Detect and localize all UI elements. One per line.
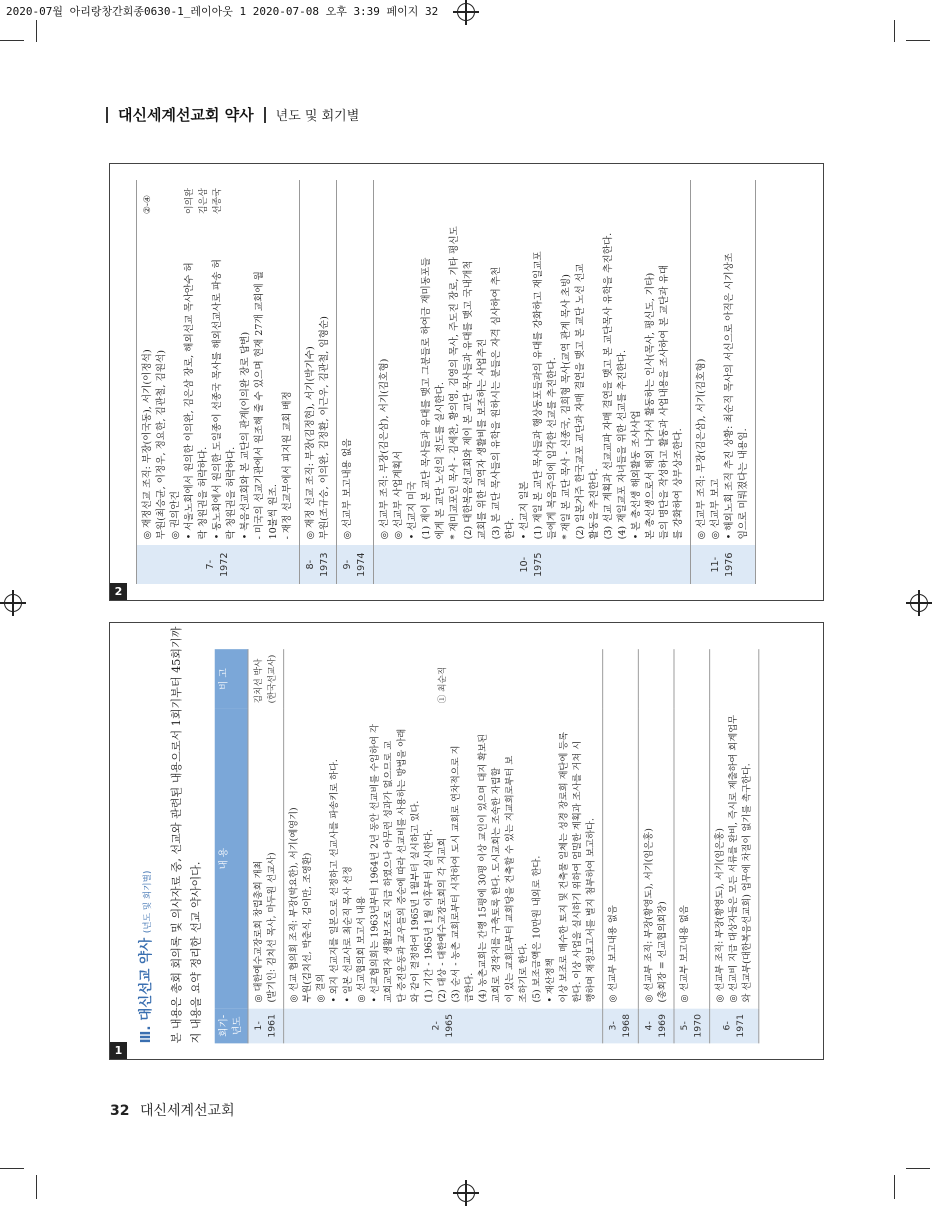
content-line: 한다. 이상 사업을 실시하기 위하여 엄밀한 계획과 조사를 거쳐 시 [572,740,583,1003]
note-line [382,655,395,704]
intro-line: 지 내용을 요약 정리한 선교 약사이다. [188,861,203,1044]
content-line: • 동노회에서 원의한 도일종이 선종국 목사를 해외선교사로 파송 허 [212,259,223,540]
content-line: • 복음선교회와 본 교단의 관계(이의완 장로 답변) [240,331,251,540]
row-content [248,709,284,1008]
note-line [288,655,301,704]
content-line: (3) 본 교단 목사들의 유학을 원하시는 분들은 자격 심사하여 추천 [491,266,502,540]
header-title: 대신세계선교회 약사 [118,106,254,124]
content-line: • 외지 선교지를 일본으로 선정하고 선교사를 파송키로 하다. [329,759,341,1003]
content-line: • 해외노회 조직 추진 상황: 최순직 목사의 서신으로 아직은 시기상조 [724,252,735,540]
table-row [674,649,710,1043]
content-line: ◎ 대한예수교장로회 창립총회 개최 [253,860,264,1003]
table-row [337,180,374,584]
content-line: ◎ 선교부 보고내용 없음 [607,905,619,1003]
note-line: 김치선 박사 [254,658,264,704]
content-line: • 본 총선생 해외활동 조사사업 [631,410,642,540]
row-content [284,709,603,1008]
table-row [300,180,337,584]
row-year: 1-1961 [248,1008,284,1043]
row-note [691,180,756,220]
crop-mark [0,1168,24,1169]
content-line: (총회장 = 선교협의회장) [657,901,668,1003]
content-line: ◎ 선교부 보고내용 없음 [342,438,353,540]
row-year: 4-1969 [638,1008,674,1043]
table-row [691,180,756,584]
row-content [374,220,691,545]
content-line: 본 총선생으로서 해외 나가서 활동하는 인사(목사, 평신도, 기타) [645,272,656,540]
row-content [710,709,759,1008]
row-note [137,180,300,220]
note-line [342,655,355,704]
note-line [155,186,169,214]
content-line: 와 선교부(대한복음선교회) 업무에 차질이 없기를 촉구한다. [741,763,753,1003]
row-note [248,649,284,709]
content-line: (발기인: 김치선 목사, 마두원 선교사) [266,852,278,1003]
content-line: (1) 재일 본 교단 목사들과 행상동포들과의 유대를 강화하고 재일교포 [533,251,544,540]
content-line: • 일본 선교사로 최순직 목사 선정 [342,866,354,1003]
content-line: (3) 선교 계획과 선교교파 자매 결연을 맺고 본 교단목사 유학을 추진한다. [603,232,614,540]
note-line [396,655,409,704]
row-note [284,649,603,709]
section-title: Ⅲ. 대신선교 약사 (년도 및 회기별) [138,870,155,1044]
content-line: ◎ 선교부 조직: 부장(황영도), 서기(임은홍) [714,828,726,1003]
content-line: 임으로 미뤄졌다는 내용임. [738,428,749,540]
crop-mark [906,1168,930,1169]
row-note [710,649,759,709]
row-content [638,709,674,1008]
table-row [638,649,674,1043]
registration-mark-left [4,594,22,612]
header-bar [106,107,108,123]
content-line: ◎ 재정 선교 조직: 부장(김정현), 서기(박기수) [305,346,316,540]
registration-mark-top [457,3,475,21]
row-content [137,220,300,545]
content-line: ◎ 선교부 사업계획서 [393,450,404,540]
content-line: 교회교역자 생활보조로 지급 하였으나 아무런 성과가 없으므로 교 [383,740,395,1003]
note-line [328,655,341,704]
crop-mark [36,1175,37,1199]
crop-mark [906,40,930,41]
content-line: 행하며 재정보고서를 별지 첨부하여 보고하다. [585,818,597,1003]
content-line: ◎ 재정선교 조직: 부장(이국동), 서기(이정석) [142,349,153,540]
registration-mark-right [910,594,928,612]
content-line: (1) 제이 본 교단 목사들과 유대를 맺고 그분들로 하여금 재미동포들 [421,257,432,540]
content-line: (1) 기간 - 1965년 1월 이후부터 실시한다. [423,829,435,1003]
crop-mark [894,1175,895,1199]
note-line [169,186,183,214]
content-line: (2) 대상 - 대한예수교장로회의 각 지교회 [437,837,448,1003]
row-content [691,220,756,545]
content-line: (2) 대한복음선교회와 제이 본 교단 목사들과 유대를 맺고 국내개척 [463,260,474,540]
note-line [369,655,382,704]
content-line: 조하기로 한다. [518,943,529,1003]
content-line: ◎ 선교부 보고내용 없음 [679,905,690,1003]
content-line: (4) 재일교포 자녀들을 위한 선교를 추진한다. [617,349,628,540]
content-line: ◎ 선교 협의회 조직: 부장(박요한), 서기(예영기) [288,807,300,1003]
table-row [710,649,759,1043]
content-line: ◎ 선교부 조직: 부장(김은삼), 서기(김호형) [379,358,390,540]
content-line: (5) 보조금액은 10만원 내외로 한다. [531,855,543,1003]
note-line: 김은삼 [199,188,209,215]
note-line [409,655,422,704]
content-line: - 재정 선교부에서 피지원 교회 배정 [282,391,293,540]
page-panel-1 [109,622,824,1060]
running-header [106,104,359,125]
content-line: 이 있는 교회로부터 교회당을 건축할 수 있는 지교회로부터 보 [504,755,516,1003]
content-line: 급한다. [464,972,475,1003]
header-divider [264,107,266,123]
table-row [284,649,603,1043]
content-line: ◎ 선교부 조직: 부장(황영도), 서기(임은홍) [643,828,655,1003]
content-line: 부원(최승균, 이정우, 정요한, 김관철, 김원석) [156,349,167,540]
content-line: 들에게 복음주의에 입각한 선교를 추진한다. [547,357,558,540]
row-note [638,649,674,709]
row-note [603,649,639,709]
content-line: 락 청원권을 허락하다. [198,446,209,540]
note-line: 이의완 [185,188,195,215]
row-content [603,709,639,1008]
row-year: 2-1965 [284,1008,603,1043]
col-header-note: 비 고 [215,649,248,709]
content-line: ◎ 선교부 보고 [710,478,721,540]
rotated-content [128,626,793,1053]
row-year: 3-1968 [603,1008,639,1043]
row-note [674,649,710,709]
crop-mark [894,20,895,42]
content-line: 들의 명단을 작성하고 활동과 사업내용을 조사하여 본 교단과 유대 [659,264,670,540]
content-line: ◎ 선교협의회 보고서 내용 [356,896,368,1003]
row-content [300,220,337,545]
content-line: 활동을 추진한다. [589,468,600,540]
content-line: 이상 보조로 매수한 토지 및 건축물 일체는 성경 장로회 재단에 등록 [558,731,570,1003]
content-line: * 재일 본 교단 목사 - 신종국, 김희형 목사(교역 관계 목사 초빙) [561,274,572,540]
note-line [315,655,328,704]
note-line: ②-④ [143,194,153,215]
history-table-1 [215,649,760,1043]
intro-line: 본 내용은 총회 회의록 및 의사자료 중, 선교와 관련된 내용으로서 1회기부터 45회기까 [169,626,183,1044]
row-content [337,220,374,545]
page-number: 32 [110,1103,130,1119]
content-line: 교회를 위한 교역자 생활비를 보조하는 사업추진 [477,338,488,540]
row-year: 5-1970 [674,1008,710,1043]
row-year: 11-1976 [691,545,756,584]
header-subtitle: 년도 및 회기별 [275,109,360,124]
note-line: 선종국 [213,188,223,215]
col-header-year: 회기-년도 [215,1008,248,1043]
note-line [355,655,368,704]
content-line: (2) 일본거주 한국교포 교단과 자매 결연을 맺고 본 교단 노선 선교 [575,263,586,540]
table-row [248,649,284,1043]
content-line: • 재산정책 [545,958,556,1003]
page-panel-2 [109,163,824,601]
row-year: 8-1973 [300,545,337,584]
content-line: (3) 순서 - 농촌 교회로부터 시작하여 도시 교회로 연차적으로 지 [450,745,462,1003]
crop-mark [36,20,37,42]
print-info-line: 2020-07월 아리랑창간회종0630-1_레이아웃 1 2020-07-08 오후 3:39 페이지 32 [6,5,439,18]
table-row [603,649,639,1043]
intro-text [167,626,206,1044]
col-header-content: 내 용 [215,709,248,1008]
note-line [423,655,436,704]
row-note [300,180,337,220]
content-line: 한다. [505,517,516,540]
row-note [337,180,374,220]
history-table-2 [136,180,756,584]
content-line: 교회로 경작지를 구축토록 한다. 도시교회는 조속한 자립할 [491,767,502,1003]
content-line: 를 강화하여 상부상조한다. [673,428,684,540]
row-year: 10-1975 [374,545,691,584]
content-line: ◎ 권의안건 [170,490,181,540]
row-year: 6-1971 [710,1008,759,1043]
content-line: ◎ 결의 [315,973,327,1003]
content-line: • 서울노회에서 원의한 이의완, 김은삼 장로, 해외선교 목사안수 허 [184,262,195,540]
note-line [301,655,314,704]
table-row [137,180,300,584]
note-line: ① 최순직 [438,666,448,704]
content-line: 와 같이 결정하여 1965년 1월부터 실시하고 있다. [410,800,421,1003]
content-line: 단 증진운동과 교우들의 증순에 따라 선교비를 사용하는 방법을 아래 [396,728,408,1003]
rotated-content [128,170,818,594]
note-line: (한국선교사) [267,654,278,704]
content-line: • 선교지 미국 [407,481,418,540]
content-line: - 미국의 선교기관에서 원조해 줄 수 있으며 현재 27개 교회에 월 [254,271,265,540]
content-line: 10불씩 원조. [268,484,279,540]
content-line: 부원(김치선, 박춘식, 김이만, 조영환) [302,852,314,1003]
panel-badge: 1 [110,1042,127,1059]
registration-mark-bottom [457,1184,475,1202]
content-line: 부원(조규승, 이의완, 김정환, 이근우, 김관철, 임형순) [319,316,330,540]
panel-badge: 2 [110,583,127,600]
row-content [674,709,710,1008]
content-line: 에게 본 교단 노선의 전도를 실시한다. [435,382,446,540]
row-note [374,180,691,220]
content-line: ◎ 선교비 지급 대상자들은 모든 서류를 완비, 즉시로 제출하여 회계업무 [728,714,740,1003]
row-year: 9-1974 [337,545,374,584]
content-line: * 재미교포인 목사 - 김세찬, 황의영, 김영의 목사, 주도진 장로, 기타 평신도 [449,226,460,540]
crop-mark [0,40,24,41]
content-line: 락 청원권을 허락하다. [226,446,237,540]
content-line: (4) 농촌교회는 간행 15평에 30평 이상 교인이 있으며 대지 확보된 [477,733,489,1003]
row-year: 7-1972 [137,545,300,584]
footer-text: 대신세계선교회 [139,1103,235,1119]
content-line: • 선교지 일본 [519,481,530,540]
table-row [374,180,691,584]
content-line: ◎ 선교부 조직: 부장(김은삼), 서기(김호형) [696,358,707,540]
page-footer [110,1100,235,1120]
content-line: • 선교협의회는 1963년부터 1964년 2년 동안 선교비를 수입하여 각 [369,724,381,1003]
